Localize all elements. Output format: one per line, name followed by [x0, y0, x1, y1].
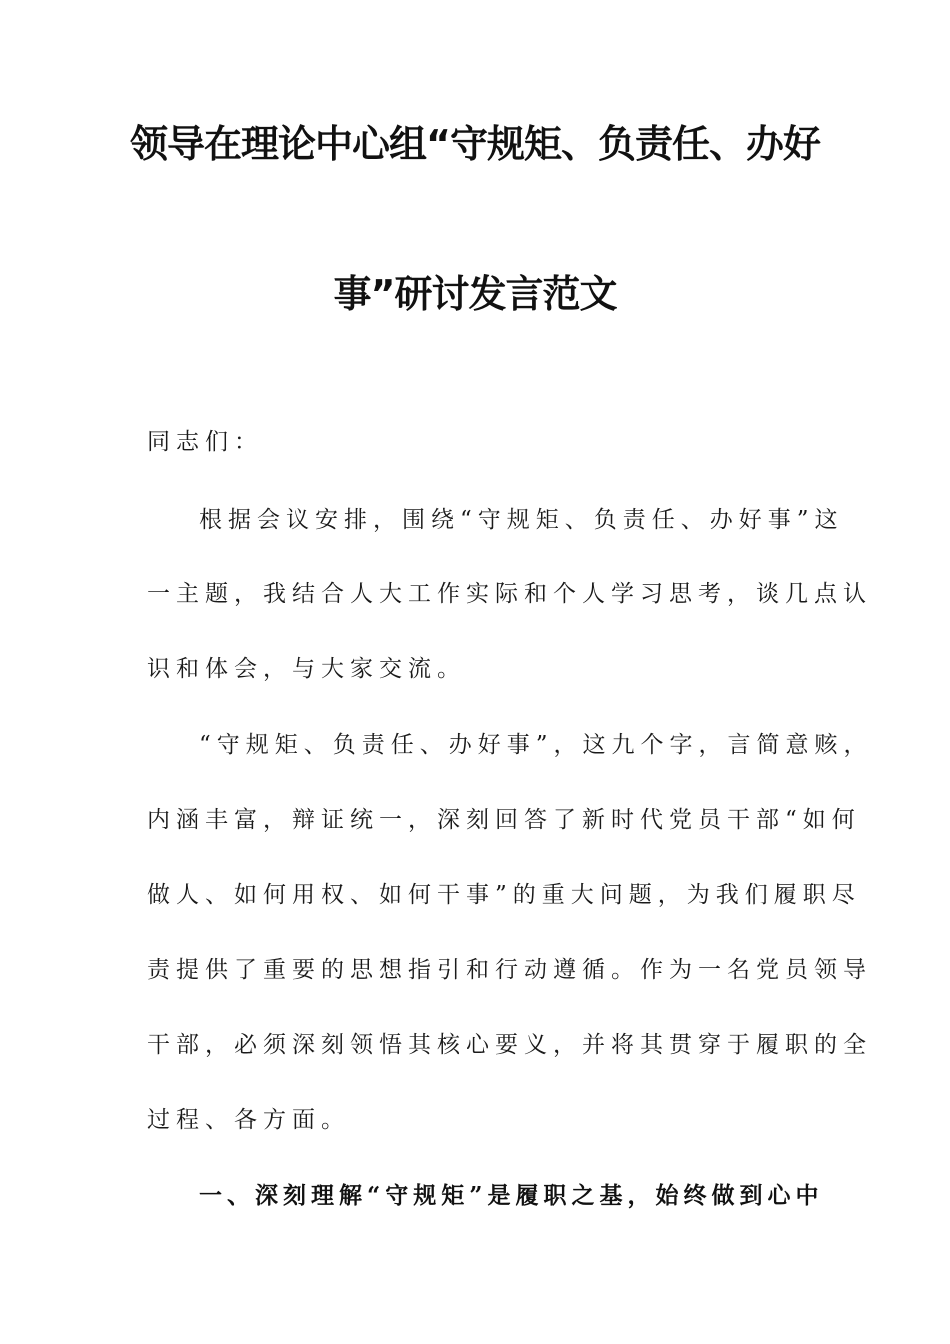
document-title-line-2: 事”研讨发言范文 [333, 272, 617, 316]
paragraph-2-line-1: “守规矩、负责任、办好事”，这九个字，言简意赅， [199, 732, 873, 758]
document-title-line-1: 领导在理论中心组“守规矩、负责任、办好 [130, 122, 820, 166]
paragraph-1-line-3: 识和体会，与大家交流。 [147, 656, 466, 682]
section-heading-1: 一、深刻理解“守规矩”是履职之基，始终做到心中 [199, 1182, 824, 1209]
paragraph-2-line-2: 内涵丰富，辩证统一，深刻回答了新时代党员干部“如何 [147, 807, 861, 833]
salutation: 同志们： [147, 429, 263, 455]
paragraph-1-line-1: 根据会议安排，围绕“守规矩、负责任、办好事”这 [199, 507, 844, 533]
paragraph-1-line-2: 一主题，我结合人大工作实际和个人学习思考，谈几点认 [147, 581, 872, 607]
paragraph-2-line-3: 做人、如何用权、如何干事”的重大问题，为我们履职尽 [147, 882, 861, 908]
paragraph-2-line-4: 责提供了重要的思想指引和行动遵循。作为一名党员领导 [147, 957, 872, 983]
paragraph-2-line-5: 干部，必须深刻领悟其核心要义，并将其贯穿于履职的全 [147, 1032, 872, 1058]
paragraph-2-line-6: 过程、各方面。 [147, 1107, 350, 1133]
